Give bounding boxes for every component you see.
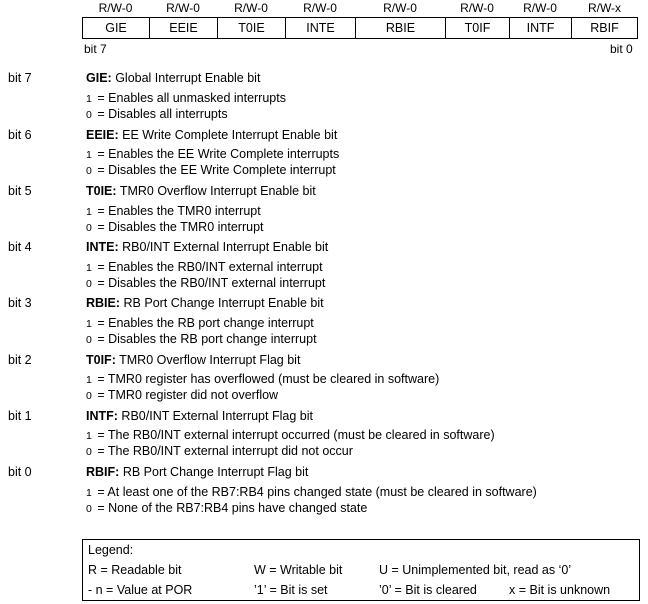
bit-value-zero: 0 = None of the RB7:RB4 pins have changed state xyxy=(86,501,368,515)
msb-label: bit 7 xyxy=(84,42,107,56)
value-one: 1 xyxy=(86,487,92,499)
legend-unimplemented: U = Unimplemented bit, read as ‘0’ xyxy=(379,563,572,577)
bit-name-separator: : xyxy=(112,184,117,198)
legend-bit-cleared: ’0’ = Bit is cleared xyxy=(379,583,477,597)
access-label-0: R/W-x xyxy=(587,1,622,15)
bit-number: bit 3 xyxy=(8,296,32,310)
register-table xyxy=(82,17,638,39)
bit-name: EEIE xyxy=(86,128,115,142)
bit-value-zero: 0 = The RB0/INT external interrupt did not occur xyxy=(86,444,353,458)
bit-description: Global Interrupt Enable bit xyxy=(111,71,261,85)
legend-bit-unknown: x = Bit is unknown xyxy=(509,583,611,597)
register-cell-rbie: RBIE xyxy=(356,18,446,38)
bit-value-one: 1 = Enables the RB port change interrupt xyxy=(86,316,314,330)
value-zero: 0 xyxy=(86,109,92,121)
bit-description: RB0/INT External Interrupt Enable bit xyxy=(118,240,329,254)
access-label-7: R/W-0 xyxy=(98,1,133,15)
bit-number: bit 4 xyxy=(8,240,32,254)
bit-value-zero: 0 = Disables all interrupts xyxy=(86,107,228,121)
access-label-6: R/W-0 xyxy=(166,1,200,15)
bit-value-one: 1 = At least one of the RB7:RB4 pins changed state (must be cleared in software) xyxy=(86,485,537,499)
bit-name-separator: : xyxy=(115,465,120,479)
bit-name: T0IF xyxy=(86,353,112,367)
bit-name-separator: : xyxy=(114,128,119,142)
bit-name-separator: : xyxy=(115,296,121,310)
bit-number: bit 7 xyxy=(8,71,32,85)
bit-title xyxy=(86,184,316,198)
bit-name-separator: : xyxy=(107,71,112,85)
register-cell-inte: INTE xyxy=(286,18,356,38)
bit-value-zero: 0 = Disables the RB0/INT external interrupt xyxy=(86,276,326,290)
value-one: 1 xyxy=(86,262,92,274)
legend-readable: R = Readable bit xyxy=(88,563,182,577)
register-cell-eeie: EEIE xyxy=(150,18,218,38)
bit-name: INTE xyxy=(86,240,115,254)
bit-title xyxy=(86,409,313,423)
value-zero: 0 xyxy=(86,390,92,402)
legend-writable: W = Writable bit xyxy=(254,563,343,577)
register-cell-t0if: T0IF xyxy=(446,18,510,38)
bit-value-one: 1 = The RB0/INT external interrupt occurred (must be cleared in software) xyxy=(86,428,495,442)
access-label-3: R/W-0 xyxy=(383,1,417,15)
bit-name: RBIF xyxy=(86,465,116,479)
access-label-4: R/W-0 xyxy=(303,1,337,15)
legend-box xyxy=(82,539,640,601)
register-cell-rbif: RBIF xyxy=(590,21,619,35)
value-zero: 0 xyxy=(86,165,92,177)
access-label-5: R/W-0 xyxy=(234,1,268,15)
bit-description: TMR0 Overflow Interrupt Enable bit xyxy=(116,184,316,198)
value-one: 1 xyxy=(86,93,92,105)
bit-title xyxy=(86,465,308,479)
lsb-label: bit 0 xyxy=(610,42,633,56)
bit-value-one: 1 = Enables the RB0/INT external interrupt xyxy=(86,260,323,274)
bit-number: bit 5 xyxy=(8,184,32,198)
bit-name: INTF xyxy=(86,409,114,423)
access-label-2: R/W-0 xyxy=(460,1,494,15)
bit-value-zero: 0 = TMR0 register did not overflow xyxy=(86,388,279,402)
value-one: 1 xyxy=(86,149,92,161)
register-cell-t0ie: T0IE xyxy=(218,18,286,38)
bit-name: T0IE xyxy=(86,184,113,198)
value-zero: 0 xyxy=(86,222,92,234)
bit-description: RB0/INT External Interrupt Flag bit xyxy=(117,409,313,423)
bit-description: EE Write Complete Interrupt Enable bit xyxy=(118,128,338,142)
bit-name: RBIE xyxy=(86,296,116,310)
bit-description: RB Port Change Interrupt Enable bit xyxy=(120,296,324,310)
bit-name: GIE xyxy=(86,71,108,85)
bit-title xyxy=(86,240,328,254)
bit-title xyxy=(86,128,337,142)
value-one: 1 xyxy=(86,206,92,218)
bit-value-one: 1 = Enables all unmasked interrupts xyxy=(86,91,286,105)
bit-name-separator: : xyxy=(113,409,118,423)
bit-number: bit 6 xyxy=(8,128,32,142)
value-one: 1 xyxy=(86,430,92,442)
legend-title: Legend: xyxy=(88,543,134,557)
bit-title xyxy=(86,353,300,367)
bit-number: bit 0 xyxy=(8,465,32,479)
value-one: 1 xyxy=(86,374,92,386)
bit-title xyxy=(86,71,260,85)
legend-bit-set: ’1’ = Bit is set xyxy=(254,583,328,597)
bit-value-zero: 0 = Disables the EE Write Complete interrupt xyxy=(86,163,336,177)
value-zero: 0 xyxy=(86,334,92,346)
register-cell-intf: INTF xyxy=(510,18,572,38)
bit-value-one: 1 = TMR0 register has overflowed (must be cleared in software) xyxy=(86,372,440,386)
register-cell-gie: GIE xyxy=(83,18,150,38)
bit-value-one: 1 = Enables the TMR0 interrupt xyxy=(86,204,261,218)
bit-description: TMR0 Overflow Interrupt Flag bit xyxy=(115,353,301,367)
bit-name-separator: : xyxy=(114,240,119,254)
bit-value-zero: 0 = Disables the RB port change interrupt xyxy=(86,332,317,346)
bit-name-separator: : xyxy=(111,353,116,367)
value-one: 1 xyxy=(86,318,92,330)
value-zero: 0 xyxy=(86,503,92,515)
bit-value-zero: 0 = Disables the TMR0 interrupt xyxy=(86,220,264,234)
value-zero: 0 xyxy=(86,446,92,458)
bit-number: bit 1 xyxy=(8,409,32,423)
bit-title xyxy=(86,296,324,310)
access-label-1: R/W-0 xyxy=(523,1,557,15)
legend-value-at-por: - n = Value at POR xyxy=(88,583,193,597)
bit-description: RB Port Change Interrupt Flag bit xyxy=(119,465,309,479)
bit-value-one: 1 = Enables the EE Write Complete interrupts xyxy=(86,147,340,161)
bit-number: bit 2 xyxy=(8,353,32,367)
value-zero: 0 xyxy=(86,278,92,290)
